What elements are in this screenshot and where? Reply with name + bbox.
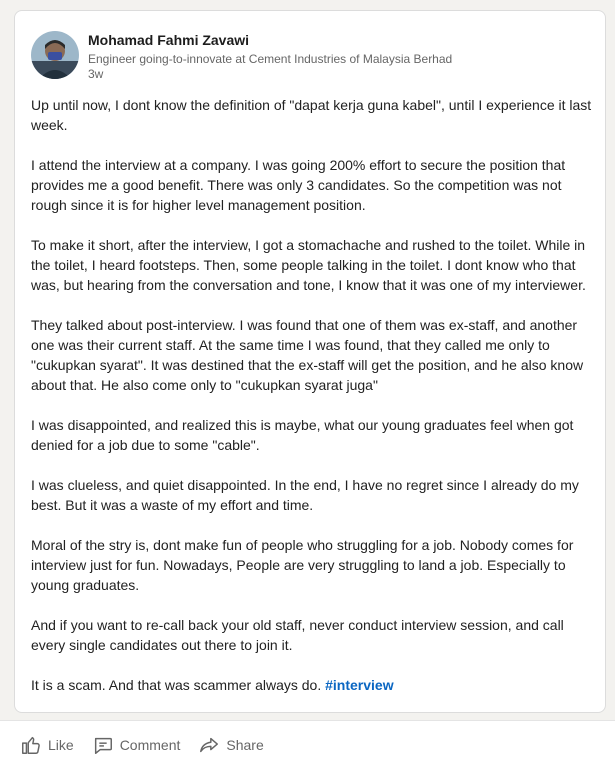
post-paragraph-last: [31, 675, 597, 695]
avatar-photo: [31, 31, 79, 79]
post-last-line-text: It is a scam. And that was scammer always do.: [31, 677, 326, 693]
hashtag-link[interactable]: #interview: [325, 677, 394, 693]
post-paragraph: I was clueless, and quiet disappointed. In the end, I have no regret since I already do my best. But it was a waste of my effort and time.: [31, 477, 579, 513]
author-name[interactable]: Mohamad Fahmi Zavawi: [88, 32, 250, 48]
share-label: Share: [226, 736, 264, 753]
post-paragraph: To make it short, after the interview, I got a stomachache and rushed to the toilet. While in the toilet, I heard footsteps. Then, some people talking in the toilet. I dont know who that was, but hearing from the conversation and tone, I know that it was one of my interviewer.: [31, 237, 586, 293]
post-card: [14, 10, 606, 713]
post-paragraph: They talked about post-interview. I was found that one of them was ex-staff, and another one was their current staff. At the same time I was found, that they called me only to "cukupkan syarat". It was destined that the ex-staff will get the position, and he also know about that. He also come only to "cukupkan syarat juga": [31, 317, 584, 393]
post-timestamp: 3w: [88, 67, 104, 81]
social-action-bar: [0, 720, 615, 768]
post-text: [31, 95, 597, 715]
post-paragraph: Moral of the stry is, dont make fun of people who struggling for a job. Nobody comes for interview just for fun. Nowadays, People are very struggling to land a job. Especially to young graduates.: [31, 537, 574, 593]
like-label: Like: [48, 736, 74, 753]
comment-button[interactable]: [92, 734, 181, 756]
post-header: [31, 31, 452, 81]
comment-label: Comment: [119, 736, 181, 753]
post-paragraph: I attend the interview at a company. I was going 200% effort to secure the position that provides me a good benefit. There was only 3 candidates. So the competition was not rough since it is for higher level management position.: [31, 157, 566, 213]
author-headline: Engineer going-to-innovate at Cement Industries of Malaysia Berhad: [88, 52, 453, 66]
thumbs-up-icon: [20, 734, 42, 756]
post-paragraph: And if you want to re-call back your old staff, never conduct interview session, and call every single candidates out there to join it.: [31, 617, 564, 653]
share-arrow-icon: [198, 734, 220, 756]
post-paragraph: I was disappointed, and realized this is maybe, what our young graduates feel when got denied for a job due to some "cable".: [31, 417, 574, 453]
like-button[interactable]: [20, 734, 74, 756]
post-paragraph: Up until now, I dont know the definition of "dapat kerja guna kabel", until I experience it last week.: [31, 97, 592, 133]
author-info: [88, 31, 452, 81]
speech-bubble-icon: [92, 734, 114, 756]
author-avatar[interactable]: [31, 31, 79, 79]
share-button[interactable]: [198, 734, 263, 756]
